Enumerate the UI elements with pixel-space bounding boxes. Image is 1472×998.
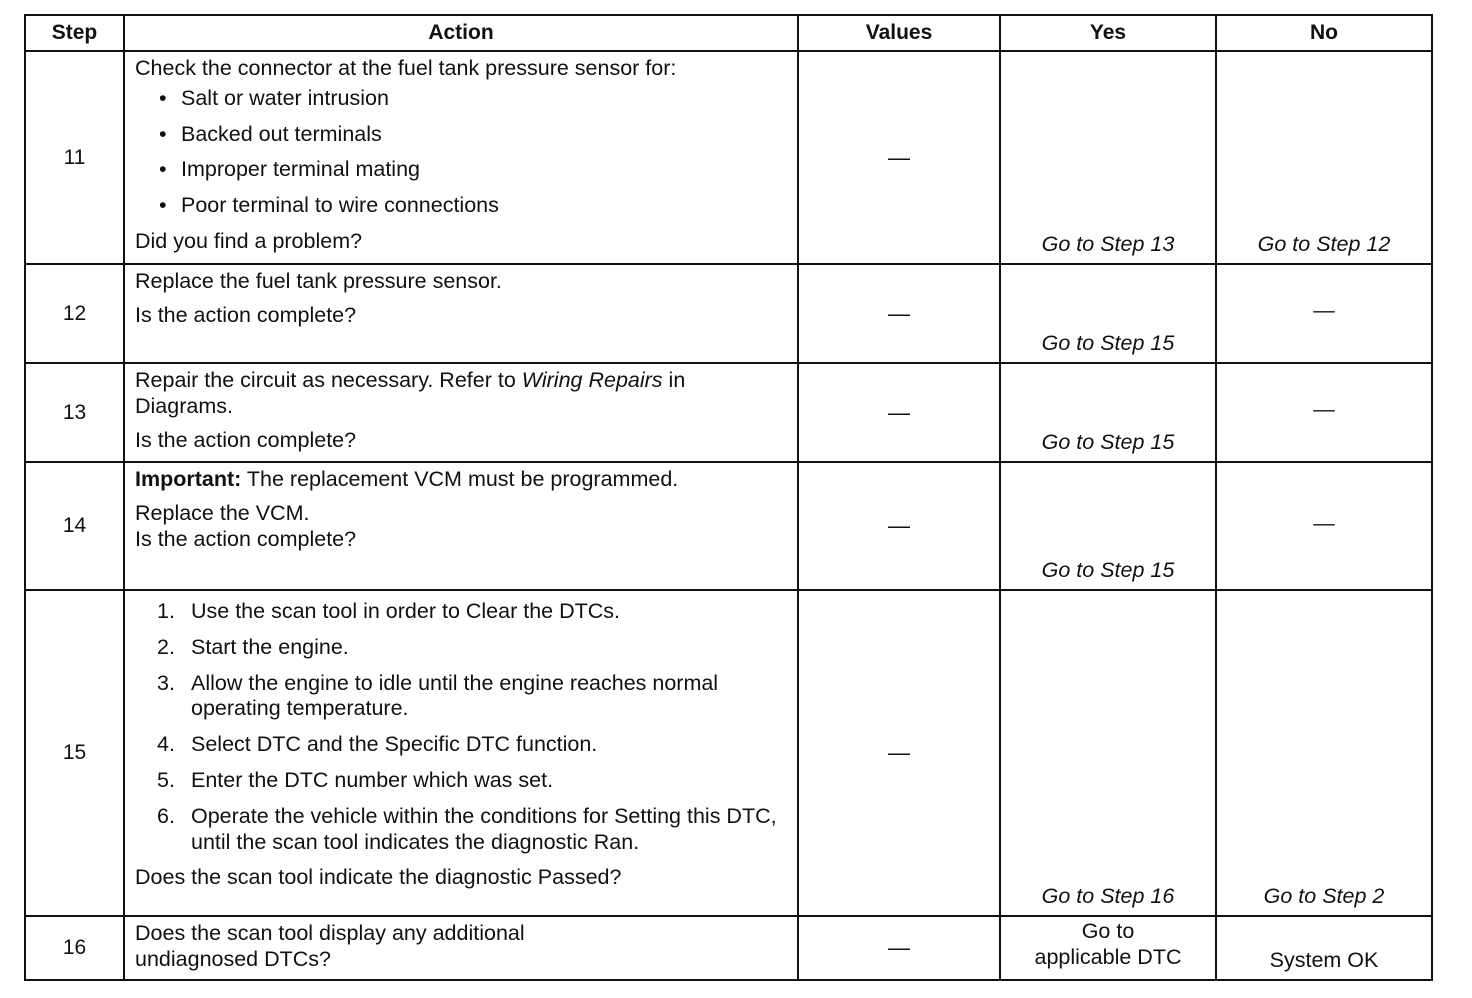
header-yes: Yes <box>1000 15 1216 51</box>
yes-cell: Go to Step 13 <box>1000 51 1216 264</box>
action-intro: Check the connector at the fuel tank pressure sensor for: <box>135 56 677 80</box>
numbered-list <box>135 599 787 855</box>
list-item <box>157 732 787 758</box>
action-question: Is the action complete? <box>135 302 357 327</box>
list-text: Start the engine. <box>191 634 349 659</box>
diagnostic-table <box>24 14 1433 981</box>
no-cell: Go to Step 2 <box>1216 590 1432 916</box>
values-cell: — <box>798 916 1000 980</box>
step-number: 16 <box>25 916 124 980</box>
table-row <box>25 363 1432 462</box>
list-item: • Improper terminal mating <box>159 157 787 183</box>
list-text: Select DTC and the Specific DTC function. <box>191 732 598 757</box>
list-item <box>157 635 787 661</box>
yes-cell <box>1000 916 1216 980</box>
list-text: Enter the DTC number which was set. <box>191 767 554 792</box>
action-cell <box>124 363 798 462</box>
step-number: 15 <box>25 590 124 916</box>
list-number: 1. <box>157 599 175 623</box>
values-cell: — <box>798 264 1000 363</box>
step-number: 12 <box>25 264 124 363</box>
list-number: 6. <box>157 803 175 828</box>
important-label: Important: <box>135 467 242 491</box>
action-text-part: Repair the circuit as necessary. Refer to <box>135 368 522 392</box>
list-item <box>157 768 787 794</box>
action-text: Replace the VCM. <box>135 500 310 525</box>
action-cell <box>124 590 798 916</box>
values-cell: — <box>798 462 1000 590</box>
list-text: Allow the engine to idle until the engine reaches normal operating temperature. <box>191 670 719 721</box>
action-cell <box>124 264 798 363</box>
list-number: 3. <box>157 670 175 695</box>
no-cell: — <box>1216 363 1432 462</box>
action-text <box>135 368 787 420</box>
action-cell <box>124 51 798 264</box>
list-number: 2. <box>157 634 175 659</box>
action-cell <box>124 916 798 980</box>
step-number: 14 <box>25 462 124 590</box>
action-cell <box>124 462 798 590</box>
header-row <box>25 15 1432 51</box>
yes-cell: Go to Step 15 <box>1000 363 1216 462</box>
values-cell: — <box>798 363 1000 462</box>
action-question: Is the action complete? <box>135 526 357 551</box>
yes-cell: Go to Step 15 <box>1000 462 1216 590</box>
reference-link-text: Wiring Repairs <box>521 368 663 392</box>
no-cell: — <box>1216 264 1432 363</box>
yes-text-line2: applicable DTC <box>1034 944 1182 969</box>
table-row <box>25 51 1432 264</box>
header-no: No <box>1216 15 1432 51</box>
header-action: Action <box>124 15 798 51</box>
values-cell: — <box>798 51 1000 264</box>
table-row <box>25 264 1432 363</box>
no-cell: System OK <box>1216 916 1432 980</box>
step-number: 11 <box>25 51 124 264</box>
table-row <box>25 590 1432 916</box>
table-row <box>25 462 1432 590</box>
action-question: Is the action complete? <box>135 427 357 452</box>
important-text: The replacement VCM must be programmed. <box>241 467 679 491</box>
list-text: Use the scan tool in order to Clear the DTCs. <box>191 599 620 623</box>
table-row <box>25 916 1432 980</box>
important-note <box>135 467 787 493</box>
yes-cell: Go to Step 15 <box>1000 264 1216 363</box>
list-item <box>157 804 787 856</box>
header-step: Step <box>25 15 124 51</box>
list-item: • Salt or water intrusion <box>159 86 787 112</box>
list-item: • Backed out terminals <box>159 122 787 148</box>
no-cell: Go to Step 12 <box>1216 51 1432 264</box>
list-item: • Poor terminal to wire connections <box>159 193 787 219</box>
action-text: Replace the fuel tank pressure sensor. <box>135 269 502 293</box>
action-question: Does the scan tool indicate the diagnostic Passed? <box>135 865 622 890</box>
bullet-list <box>135 86 787 219</box>
header-values: Values <box>798 15 1000 51</box>
yes-text-line1: Go to <box>1081 919 1135 943</box>
list-item <box>157 599 787 625</box>
list-text: Operate the vehicle within the conditions for Setting this DTC, until the scan tool indicates the diagnostic Ran. <box>191 803 777 854</box>
action-question: Does the scan tool display any additional undiagnosed DTCs? <box>135 921 525 971</box>
list-number: 4. <box>157 732 175 757</box>
list-number: 5. <box>157 767 175 792</box>
no-cell: — <box>1216 462 1432 590</box>
yes-cell: Go to Step 16 <box>1000 590 1216 916</box>
list-item <box>157 671 787 723</box>
action-text-part: in Diagrams. <box>135 368 686 418</box>
values-cell: — <box>798 590 1000 916</box>
step-number: 13 <box>25 363 124 462</box>
action-question: Did you find a problem? <box>135 228 363 253</box>
